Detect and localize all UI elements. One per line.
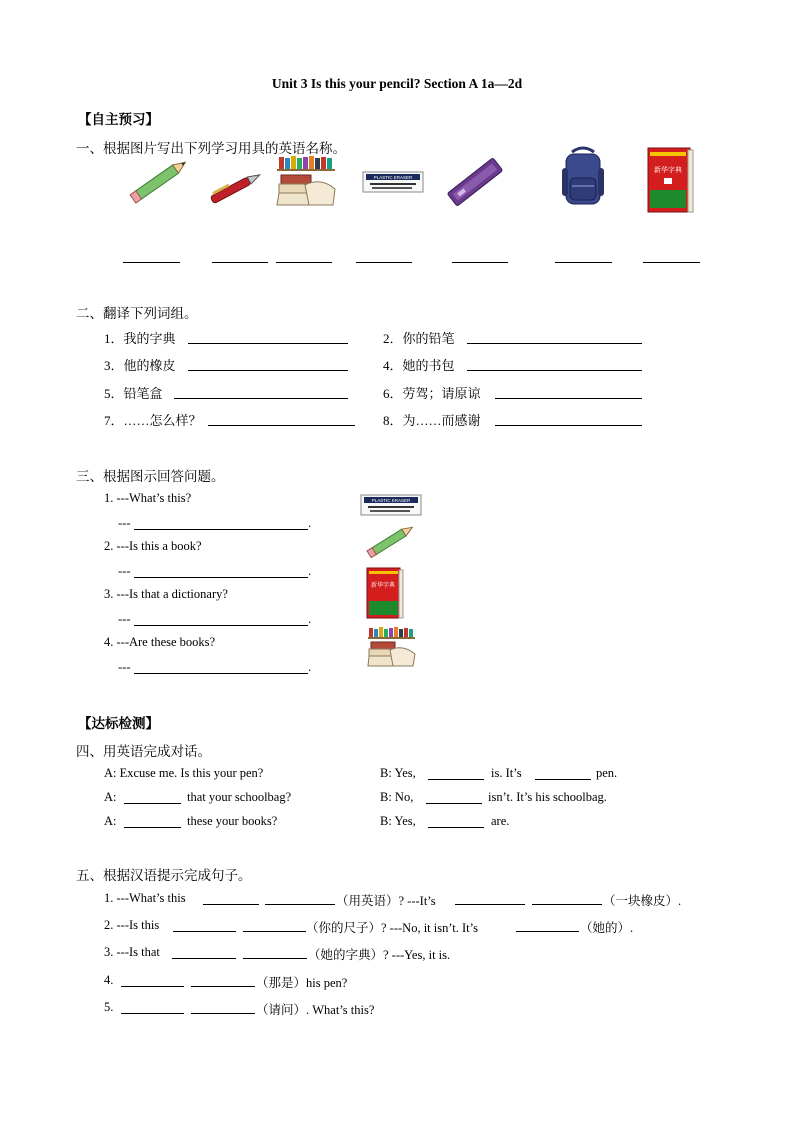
dialog-a3-start: A: <box>104 814 117 828</box>
pencil-icon <box>125 155 195 205</box>
answer-line-3[interactable] <box>276 262 332 263</box>
books-icon <box>366 626 418 670</box>
answer-2-blank[interactable] <box>134 577 308 578</box>
sentence-1-end: （一块橡皮）. <box>603 894 682 908</box>
sentence-3-blank-1[interactable] <box>172 958 236 959</box>
dialog-b1-end: pen. <box>596 766 618 780</box>
sentence-4-end: （那是）his pen? <box>256 976 348 990</box>
sentence-1-blank-2[interactable] <box>265 904 335 905</box>
preview-header: 【自主预习】 <box>78 112 159 127</box>
sentence-1-mid: （用英语）? ---It’s <box>336 894 436 908</box>
eraser-icon <box>360 493 422 517</box>
sentence-2-mid: （你的尺子）? ---No, it isn’t. It’s <box>306 921 478 935</box>
question-3: 3. ---Is that a dictionary? <box>104 587 228 601</box>
section4-heading: 四、用英语完成对话。 <box>76 744 211 759</box>
phrase-2: 2．你的铅笔 <box>383 331 455 346</box>
eraser-label: PLASTIC ERASER <box>371 498 411 503</box>
dialog-b3-blank[interactable] <box>428 827 484 828</box>
eraser-label: PLASTIC ERASER <box>373 175 413 180</box>
answer-4-blank[interactable] <box>134 673 308 674</box>
dialog-b1-blank-2[interactable] <box>535 779 591 780</box>
dialog-b3-end: are. <box>491 814 510 828</box>
phrase-3: 3．他的橡皮 <box>104 358 176 373</box>
phrase-4: 4．她的书包 <box>383 358 455 373</box>
sentence-1-blank-4[interactable] <box>532 904 602 905</box>
pen-icon <box>203 166 268 211</box>
section1-heading: 一、根据图片写出下列学习用具的英语名称。 <box>76 141 346 156</box>
phrase-1-blank[interactable] <box>188 343 348 344</box>
phrase-1: 1．我的字典 <box>104 331 176 346</box>
sentence-4-start: 4. <box>104 973 114 987</box>
eraser-icon <box>362 170 424 194</box>
sentence-2-blank-3[interactable] <box>516 931 579 932</box>
pencil-icon <box>364 522 420 558</box>
answer-period-2: . <box>308 564 312 578</box>
answer-line-7[interactable] <box>643 262 700 263</box>
sentence-5-blank-2[interactable] <box>191 1013 255 1014</box>
answer-3-blank[interactable] <box>134 625 308 626</box>
answer-prefix-2: --- <box>118 564 131 578</box>
answer-line-5[interactable] <box>452 262 508 263</box>
sentence-2-end: （她的）. <box>580 921 634 935</box>
sentence-3-start: 3. ---Is that <box>104 945 160 959</box>
answer-line-1[interactable] <box>123 262 180 263</box>
sentence-2-start: 2. ---Is this <box>104 918 160 932</box>
answer-period-1: . <box>308 516 312 530</box>
dialog-a2-end: that your schoolbag? <box>187 790 292 804</box>
dialog-b2-start: B: No, <box>380 790 414 804</box>
sentence-4-blank-2[interactable] <box>191 986 255 987</box>
dialog-a3-end: these your books? <box>187 814 278 828</box>
answer-line-2[interactable] <box>212 262 268 263</box>
answer-line-4[interactable] <box>356 262 412 263</box>
check-header: 【达标检测】 <box>78 716 159 731</box>
section2-heading: 二、翻译下列词组。 <box>76 306 198 321</box>
sentence-1-start: 1. ---What’s this <box>104 891 186 905</box>
dialog-a2-start: A: <box>104 790 117 804</box>
answer-period-4: . <box>308 660 312 674</box>
dialog-a2-blank[interactable] <box>124 803 181 804</box>
schoolbag-icon <box>558 146 608 212</box>
answer-line-6[interactable] <box>555 262 612 263</box>
dictionary-icon <box>364 566 406 620</box>
phrase-6-blank[interactable] <box>495 398 642 399</box>
phrase-4-blank[interactable] <box>467 370 642 371</box>
phrase-3-blank[interactable] <box>188 370 348 371</box>
phrase-2-blank[interactable] <box>467 343 642 344</box>
pencil-box-icon <box>444 150 506 215</box>
dialog-b2-end: isn’t. It’s his schoolbag. <box>488 790 607 804</box>
dialog-a1: A: Excuse me. Is this your pen? <box>104 766 264 780</box>
section3-heading: 三、根据图示回答问题。 <box>76 469 225 484</box>
phrase-5-blank[interactable] <box>174 398 348 399</box>
sentence-5-start: 5. <box>104 1000 114 1014</box>
answer-1-blank[interactable] <box>134 529 308 530</box>
dialog-a3-blank[interactable] <box>124 827 181 828</box>
dictionary-icon <box>644 146 696 214</box>
sentence-4-blank-1[interactable] <box>121 986 184 987</box>
phrase-7: 7．……怎么样？ <box>104 413 202 428</box>
dialog-b1-blank-1[interactable] <box>428 779 484 780</box>
question-1: 1. ---What’s this? <box>104 491 192 505</box>
sentence-5-end: （请问）. What’s this? <box>256 1003 375 1017</box>
dictionary-cover-text: 新华字典 <box>654 166 682 174</box>
dialog-b2-blank[interactable] <box>426 803 482 804</box>
answer-prefix-1: --- <box>118 516 131 530</box>
answer-period-3: . <box>308 612 312 626</box>
sentence-3-blank-2[interactable] <box>243 958 307 959</box>
sentence-2-blank-1[interactable] <box>173 931 236 932</box>
sentence-1-blank-3[interactable] <box>455 904 525 905</box>
question-2: 2. ---Is this a book? <box>104 539 202 553</box>
books-icon <box>275 155 340 210</box>
dialog-b1-mid: is. It’s <box>491 766 522 780</box>
sentence-3-end: （她的字典）? ---Yes, it is. <box>308 948 451 962</box>
answer-prefix-4: --- <box>118 660 131 674</box>
phrase-8-blank[interactable] <box>495 425 642 426</box>
phrase-6: 6．劳驾；请原谅 <box>383 386 481 401</box>
dictionary-cover-text: 新华字典 <box>370 582 396 589</box>
page-title: Unit 3 Is this your pencil? Section A 1a—2d <box>271 76 523 91</box>
dialog-b3-start: B: Yes, <box>380 814 416 828</box>
question-4: 4. ---Are these books? <box>104 635 216 649</box>
sentence-2-blank-2[interactable] <box>243 931 306 932</box>
answer-prefix-3: --- <box>118 612 131 626</box>
section5-heading: 五、根据汉语提示完成句子。 <box>76 868 252 883</box>
sentence-1-blank-1[interactable] <box>203 904 259 905</box>
phrase-5: 5．铅笔盒 <box>104 386 163 401</box>
phrase-8: 8．为……而感谢 <box>383 413 481 428</box>
sentence-5-blank-1[interactable] <box>121 1013 184 1014</box>
dialog-b1-start: B: Yes, <box>380 766 416 780</box>
phrase-7-blank[interactable] <box>208 425 355 426</box>
